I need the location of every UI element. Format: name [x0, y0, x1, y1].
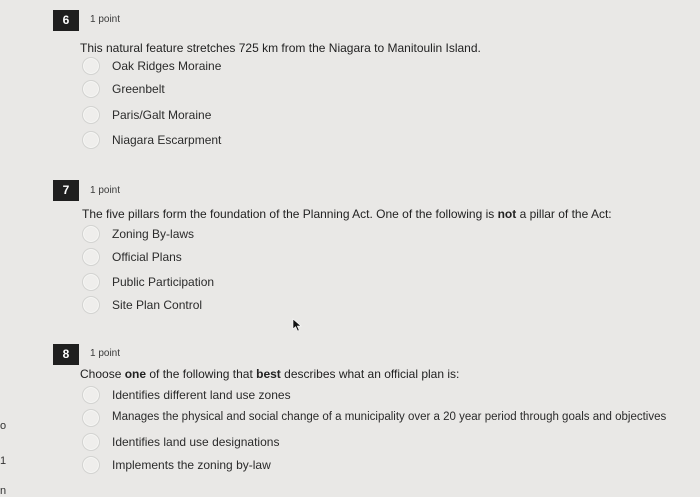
radio-button[interactable]: [82, 386, 100, 404]
option-label: Greenbelt: [112, 82, 165, 96]
question-number-badge: 6: [53, 10, 79, 31]
edge-mark-1: 1: [0, 455, 7, 467]
radio-button[interactable]: [82, 80, 100, 98]
radio-button[interactable]: [82, 296, 100, 314]
prompt-text: of the following that: [146, 367, 257, 381]
prompt-text: The five pillars form the foundation of the Planning Act. One of the following is: [82, 207, 498, 221]
radio-button[interactable]: [82, 409, 100, 427]
question-prompt: [80, 367, 459, 381]
radio-button[interactable]: [82, 57, 100, 75]
question-number-badge: 8: [53, 344, 79, 365]
prompt-text: a pillar of the Act:: [516, 207, 612, 221]
option-label: Paris/Galt Moraine: [112, 108, 212, 122]
prompt-emphasis: best: [256, 367, 281, 381]
question-points: 1 point: [90, 348, 121, 359]
option-label: Site Plan Control: [112, 298, 203, 312]
option-label: Identifies land use designations: [112, 435, 280, 449]
mouse-cursor-icon: [291, 318, 303, 332]
prompt-emphasis: one: [124, 367, 147, 381]
edge-mark-o: o: [0, 420, 7, 432]
radio-button[interactable]: [82, 106, 100, 124]
option-label: Niagara Escarpment: [112, 133, 222, 147]
option-label: Manages the physical and social change of a municipality over a 20 year period through goals and objectives: [112, 411, 667, 423]
option-label: Public Participation: [112, 275, 215, 289]
question-prompt: [82, 207, 612, 221]
prompt-text: Choose: [80, 367, 125, 381]
edge-mark-n: n: [0, 485, 7, 497]
prompt-emphasis: not: [497, 207, 517, 221]
question-points: 1 point: [90, 14, 121, 25]
option-label: Implements the zoning by-law: [112, 458, 271, 472]
radio-button[interactable]: [82, 433, 100, 451]
radio-button[interactable]: [82, 456, 100, 474]
radio-button[interactable]: [82, 273, 100, 291]
radio-button[interactable]: [82, 131, 100, 149]
option-label: Oak Ridges Moraine: [112, 59, 222, 73]
prompt-text: describes what an official plan is:: [280, 367, 460, 381]
option-label: Official Plans: [112, 250, 182, 264]
question-points: 1 point: [90, 185, 121, 196]
option-label: Zoning By-laws: [112, 227, 195, 241]
question-prompt: This natural feature stretches 725 km from the Niagara to Manitoulin Island.: [80, 41, 481, 55]
question-number-badge: 7: [53, 180, 79, 201]
radio-button[interactable]: [82, 248, 100, 266]
radio-button[interactable]: [82, 225, 100, 243]
option-label: Identifies different land use zones: [112, 388, 291, 402]
